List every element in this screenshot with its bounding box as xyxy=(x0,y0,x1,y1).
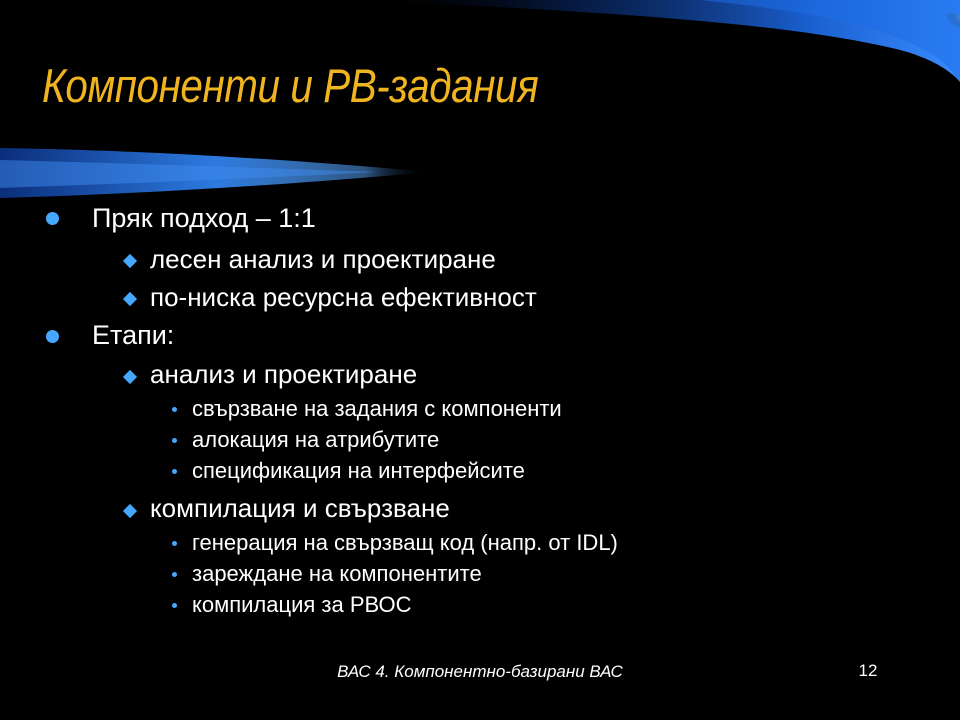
subsubbullet-loading-components: зареждане на компонентите xyxy=(192,561,482,586)
bullet-dot-icon xyxy=(46,212,59,225)
small-bullet-icon xyxy=(172,438,177,443)
small-bullet-icon xyxy=(172,541,177,546)
small-bullet-icon xyxy=(172,603,177,608)
subsubbullet-attribute-allocation: алокация на атрибутите xyxy=(192,427,440,452)
bullet-direct-approach: Пряк подход – 1:1 xyxy=(92,203,316,233)
subbullet-lower-efficiency: по-ниска ресурсна ефективност xyxy=(150,282,537,312)
bullet-stages: Етапи: xyxy=(92,320,175,350)
footer-text: ВАС 4. Компонентно-базирани ВАС xyxy=(337,662,623,681)
subsubbullet-compile-rtos: компилация за РВОС xyxy=(192,592,412,617)
subbullet-compile-link: компилация и свързване xyxy=(150,493,450,523)
bullet-dot-icon xyxy=(46,330,59,343)
small-bullet-icon xyxy=(172,407,177,412)
small-bullet-icon xyxy=(172,469,177,474)
subsubbullet-binding-tasks: свързване на задания с компоненти xyxy=(192,396,562,421)
slide-title: Компоненти и РВ-задания xyxy=(42,59,539,112)
subbullet-analysis-design: анализ и проектиране xyxy=(150,359,418,389)
subbullet-easy-analysis: лесен анализ и проектиране xyxy=(150,244,496,274)
small-bullet-icon xyxy=(172,572,177,577)
page-number: 12 xyxy=(858,661,878,680)
subsubbullet-glue-code: генерация на свързващ код (напр. от IDL) xyxy=(192,530,618,555)
subsubbullet-interface-spec: спецификация на интерфейсите xyxy=(192,458,525,483)
